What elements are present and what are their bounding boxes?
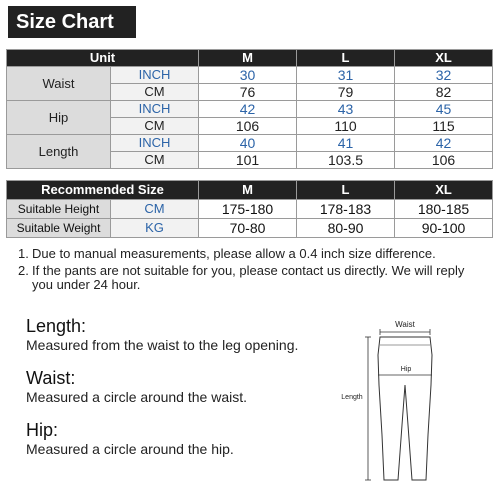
size-table-header	[7, 50, 493, 67]
waist-cm-m: 76	[199, 84, 297, 101]
hip-cm-xl: 115	[395, 118, 493, 135]
note-text: If the pants are not suitable for you, please contact us directly. We will reply you under 24 hour.	[32, 263, 465, 292]
waist-inch-xl: 32	[395, 67, 493, 84]
unit-kg: KG	[111, 219, 199, 238]
unit-inch: INCH	[111, 67, 199, 84]
length-label: Length	[341, 394, 363, 401]
size-l-header: L	[297, 50, 395, 67]
size-l-header: L	[297, 181, 395, 200]
hip-label: Hip	[400, 366, 412, 373]
waist-inch-l: 31	[297, 67, 395, 84]
row-label-hip: Hip	[7, 101, 111, 135]
hip-inch-xl: 45	[395, 101, 493, 118]
note-number: 1.	[18, 246, 29, 261]
row-label-height: Suitable Height	[7, 200, 111, 219]
waist-label: Waist	[395, 320, 415, 329]
length-inch-xl: 42	[395, 135, 493, 152]
hip-inch-l: 43	[297, 101, 395, 118]
height-m: 175-180	[199, 200, 297, 219]
row-label-waist: Waist	[7, 67, 111, 101]
waist-inch-m: 30	[199, 67, 297, 84]
notes-list	[18, 247, 488, 295]
pants-diagram	[336, 315, 446, 495]
length-cm-m: 101	[199, 152, 297, 169]
definition-heading: Hip:	[26, 420, 59, 440]
weight-xl: 90-100	[395, 219, 493, 238]
definition-hip	[26, 420, 234, 458]
height-l: 178-183	[297, 200, 395, 219]
row-label-weight: Suitable Weight	[7, 219, 111, 238]
definition-length	[26, 316, 298, 354]
definition-text: Measured a circle around the hip.	[26, 441, 234, 457]
table-row	[7, 200, 493, 219]
unit-cm: CM	[111, 152, 199, 169]
note-item	[18, 247, 488, 261]
size-table	[6, 49, 493, 169]
size-m-header: M	[199, 181, 297, 200]
note-number: 2.	[18, 263, 29, 278]
note-text: Due to manual measurements, please allow a 0.4 inch size difference.	[32, 246, 436, 261]
definition-waist	[26, 368, 247, 406]
table-row	[7, 67, 493, 84]
length-cm-xl: 106	[395, 152, 493, 169]
unit-inch: INCH	[111, 101, 199, 118]
size-xl-header: XL	[395, 181, 493, 200]
pants-outline	[378, 337, 432, 480]
length-cm-l: 103.5	[297, 152, 395, 169]
table-row	[7, 101, 493, 118]
note-item	[18, 264, 488, 292]
definition-text: Measured from the waist to the leg opening.	[26, 337, 299, 353]
hip-cm-l: 110	[297, 118, 395, 135]
waist-cm-l: 79	[297, 84, 395, 101]
recommended-header	[7, 181, 493, 200]
table-row	[7, 135, 493, 152]
row-label-length: Length	[7, 135, 111, 169]
length-inch-m: 40	[199, 135, 297, 152]
page-title: Size Chart	[8, 6, 136, 38]
weight-m: 70-80	[199, 219, 297, 238]
length-inch-l: 41	[297, 135, 395, 152]
size-xl-header: XL	[395, 50, 493, 67]
recommended-size-header: Recommended Size	[7, 181, 199, 200]
weight-l: 80-90	[297, 219, 395, 238]
unit-cm: CM	[111, 118, 199, 135]
recommended-size-table	[6, 180, 493, 238]
size-m-header: M	[199, 50, 297, 67]
definition-heading: Waist:	[26, 368, 76, 388]
hip-cm-m: 106	[199, 118, 297, 135]
unit-cm: CM	[111, 84, 199, 101]
waist-cm-xl: 82	[395, 84, 493, 101]
definition-text: Measured a circle around the waist.	[26, 389, 247, 405]
table-row	[7, 219, 493, 238]
height-xl: 180-185	[395, 200, 493, 219]
hip-inch-m: 42	[199, 101, 297, 118]
unit-cm: CM	[111, 200, 199, 219]
unit-header: Unit	[7, 50, 199, 67]
unit-inch: INCH	[111, 135, 199, 152]
definition-heading: Length:	[26, 316, 87, 336]
